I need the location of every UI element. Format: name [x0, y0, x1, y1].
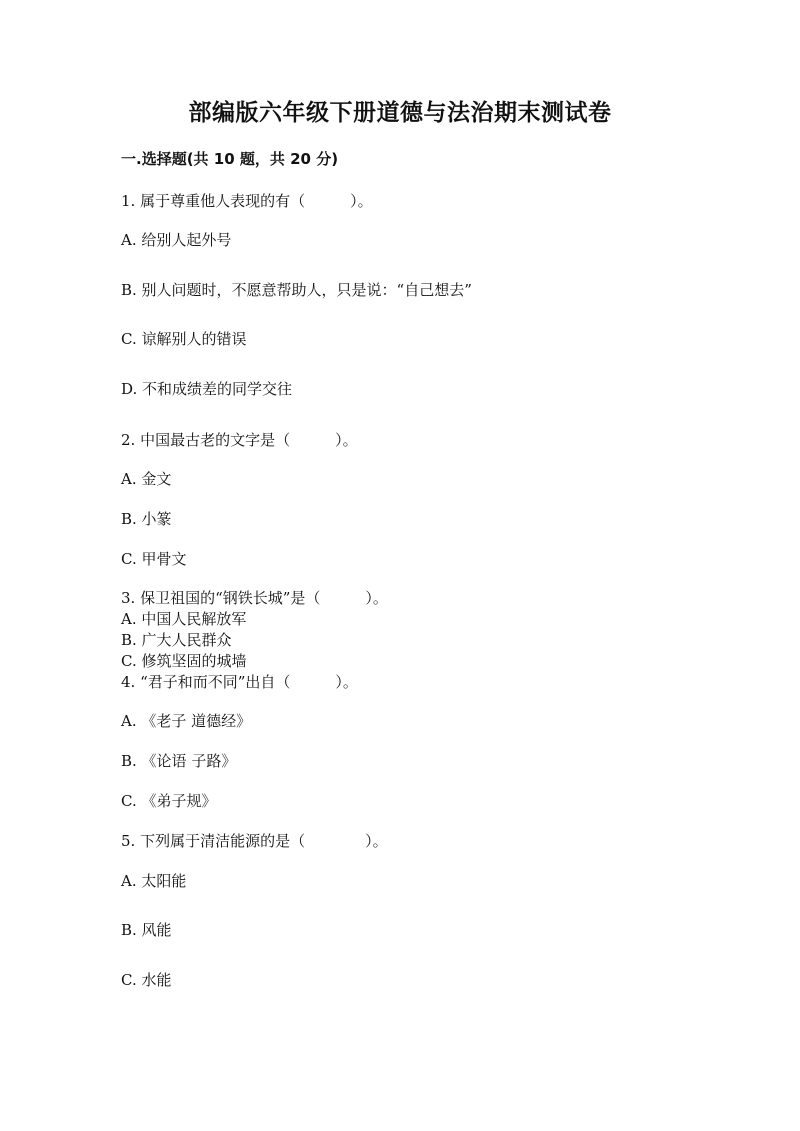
question-3-option-a: A. 中国人民解放军: [121, 610, 247, 628]
question-4-option-a: A. 《老子 道德经》: [121, 712, 252, 730]
question-5-option-b: B. 风能: [121, 921, 172, 939]
question-2-option-c: C. 甲骨文: [121, 550, 187, 568]
question-1-option-c: C. 谅解别人的错误: [121, 330, 247, 348]
question-4-option-c: C. 《弟子规》: [121, 792, 217, 810]
question-3-option-b: B. 广大人民群众: [121, 631, 232, 649]
question-5-option-c: C. 水能: [121, 971, 172, 989]
question-4-option-b: B. 《论语 子路》: [121, 752, 237, 770]
question-3-option-c: C. 修筑坚固的城墙: [121, 652, 247, 670]
question-4-stem: 4. “君子和而不同”出自（ ）。: [121, 673, 358, 691]
question-2-option-a: A. 金文: [121, 470, 172, 488]
question-1-option-b: B. 别人问题时，不愿意帮助人，只是说：“自己想去”: [121, 281, 472, 299]
question-1-option-d: D. 不和成绩差的同学交往: [121, 380, 293, 398]
page-title: 部编版六年级下册道德与法治期末测试卷: [188, 100, 612, 126]
question-2-option-b: B. 小篆: [121, 510, 172, 528]
question-2-stem: 2. 中国最古老的文字是（ ）。: [121, 431, 358, 449]
question-5-stem: 5. 下列属于清洁能源的是（ ）。: [121, 832, 388, 850]
question-1-stem: 1. 属于尊重他人表现的有（ ）。: [121, 192, 373, 210]
question-3-stem: 3. 保卫祖国的“钢铁长城”是（ ）。: [121, 589, 388, 607]
section-heading: 一.选择题(共 10 题，共 20 分): [121, 150, 339, 168]
question-5-option-a: A. 太阳能: [121, 872, 187, 890]
question-1-option-a: A. 给别人起外号: [121, 231, 232, 249]
